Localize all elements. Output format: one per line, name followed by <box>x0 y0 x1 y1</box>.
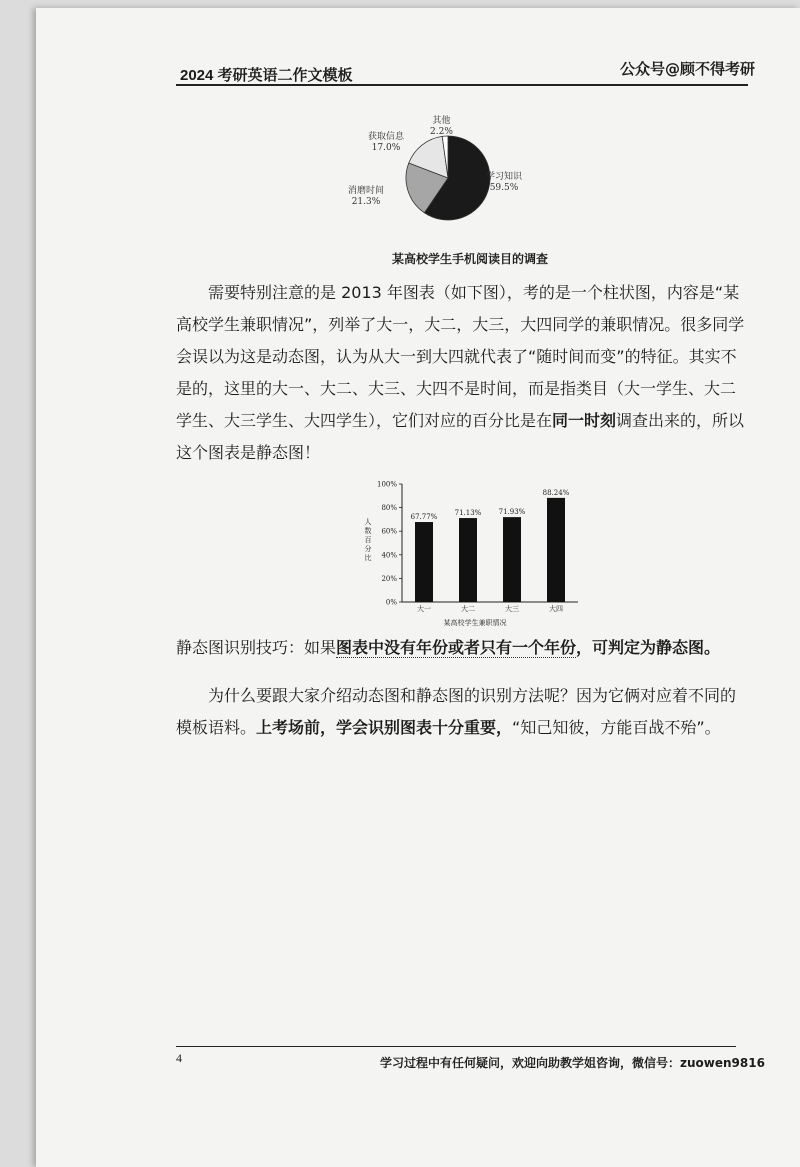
y-axis-label-char: 数 <box>364 527 372 535</box>
pie-chart <box>340 110 540 240</box>
y-axis-label-char: 比 <box>364 554 372 562</box>
paragraph-1 <box>176 277 746 469</box>
header-account: 公众号@顾不得考研 <box>620 60 756 78</box>
paragraph-3-bold: 上考场前，学会识别图表十分重要， <box>256 718 513 737</box>
bar-value-label: 88.24% <box>542 488 570 497</box>
footer-contact: 学习过程中有任何疑问，欢迎向助教学姐咨询，微信号：zuowen9816 <box>380 1056 765 1070</box>
y-tick-label: 80% <box>381 504 397 513</box>
pie-label-time: 消磨时间 21.3% <box>348 186 385 207</box>
pie-label-study: 学习知识 59.5% <box>486 172 523 193</box>
y-tick-label: 20% <box>381 574 397 583</box>
x-tick-label: 大三 <box>505 605 519 613</box>
page-number: 4 <box>176 1051 182 1065</box>
paragraph-1-end: 调查出来的，所以这个图表是静态图！ <box>176 411 745 462</box>
y-tick-label: 60% <box>381 527 397 536</box>
pie-caption: 某高校学生手机阅读目的调查 <box>391 252 548 266</box>
header-title: 2024 考研英语二作文模板 <box>180 67 353 84</box>
y-tick-label: 100% <box>376 480 397 489</box>
bar-value-label: 67.77% <box>410 513 438 522</box>
paragraph-3 <box>176 680 746 744</box>
bar-chart <box>360 470 590 630</box>
bar-value-label: 71.93% <box>498 508 526 517</box>
tip-middle: ，可判定为 <box>576 638 657 657</box>
bar-1 <box>459 518 477 602</box>
paragraph-3-quote: “知己知彼，方能百战不殆”。 <box>512 718 721 737</box>
x-tick-label: 大二 <box>461 605 475 613</box>
tip-conclusion: 静态图。 <box>656 638 721 657</box>
y-tick-label: 40% <box>381 551 397 560</box>
paragraph-3-text: 为什么要跟大家介绍动态图和静态图的识别方法呢？因为它俩对应着不同的模板语料。 <box>176 686 737 737</box>
pie-label-other: 其他 2.2% <box>430 116 453 137</box>
paragraph-1-bold: 同一时刻 <box>552 411 617 430</box>
pie-label-info: 获取信息 17.0% <box>368 132 405 153</box>
footer-rule <box>176 1046 736 1047</box>
y-tick-label: 0% <box>385 598 397 607</box>
header-rule <box>176 84 748 86</box>
bar-value-label: 71.13% <box>454 509 482 518</box>
bar-2 <box>503 517 521 602</box>
y-axis-label-char: 分 <box>364 545 372 553</box>
tip-line <box>176 632 746 664</box>
bar-caption: 某高校学生兼职情况 <box>443 619 507 627</box>
tip-prefix: 静态图识别技巧：如果 <box>176 638 337 657</box>
bar-chart-svg <box>360 470 590 618</box>
paragraph-1-text: 需要特别注意的是 2013 年图表（如下图），考的是一个柱状图，内容是“某高校学生兼职情况”，列举了大一，大二，大三，大四同学的兼职情况。很多同学会误以为这是动态图，认为从大一到大四就代表了“随时间而变”的特征。其实不是的，这里的大一、大二、大三、大四不是时间，而是指类目（大一学生、大二学生、大三学生、大四学生），它们对应的百分比是在 <box>176 283 745 430</box>
bar-3 <box>547 498 565 602</box>
bar-0 <box>415 522 433 602</box>
tip-condition: 图表中没有年份或者只有一个年份 <box>336 638 577 657</box>
x-tick-label: 大一 <box>417 605 431 613</box>
y-axis-label-char: 人 <box>364 518 372 526</box>
y-axis-label-char: 百 <box>364 536 372 544</box>
x-tick-label: 大四 <box>549 605 563 613</box>
